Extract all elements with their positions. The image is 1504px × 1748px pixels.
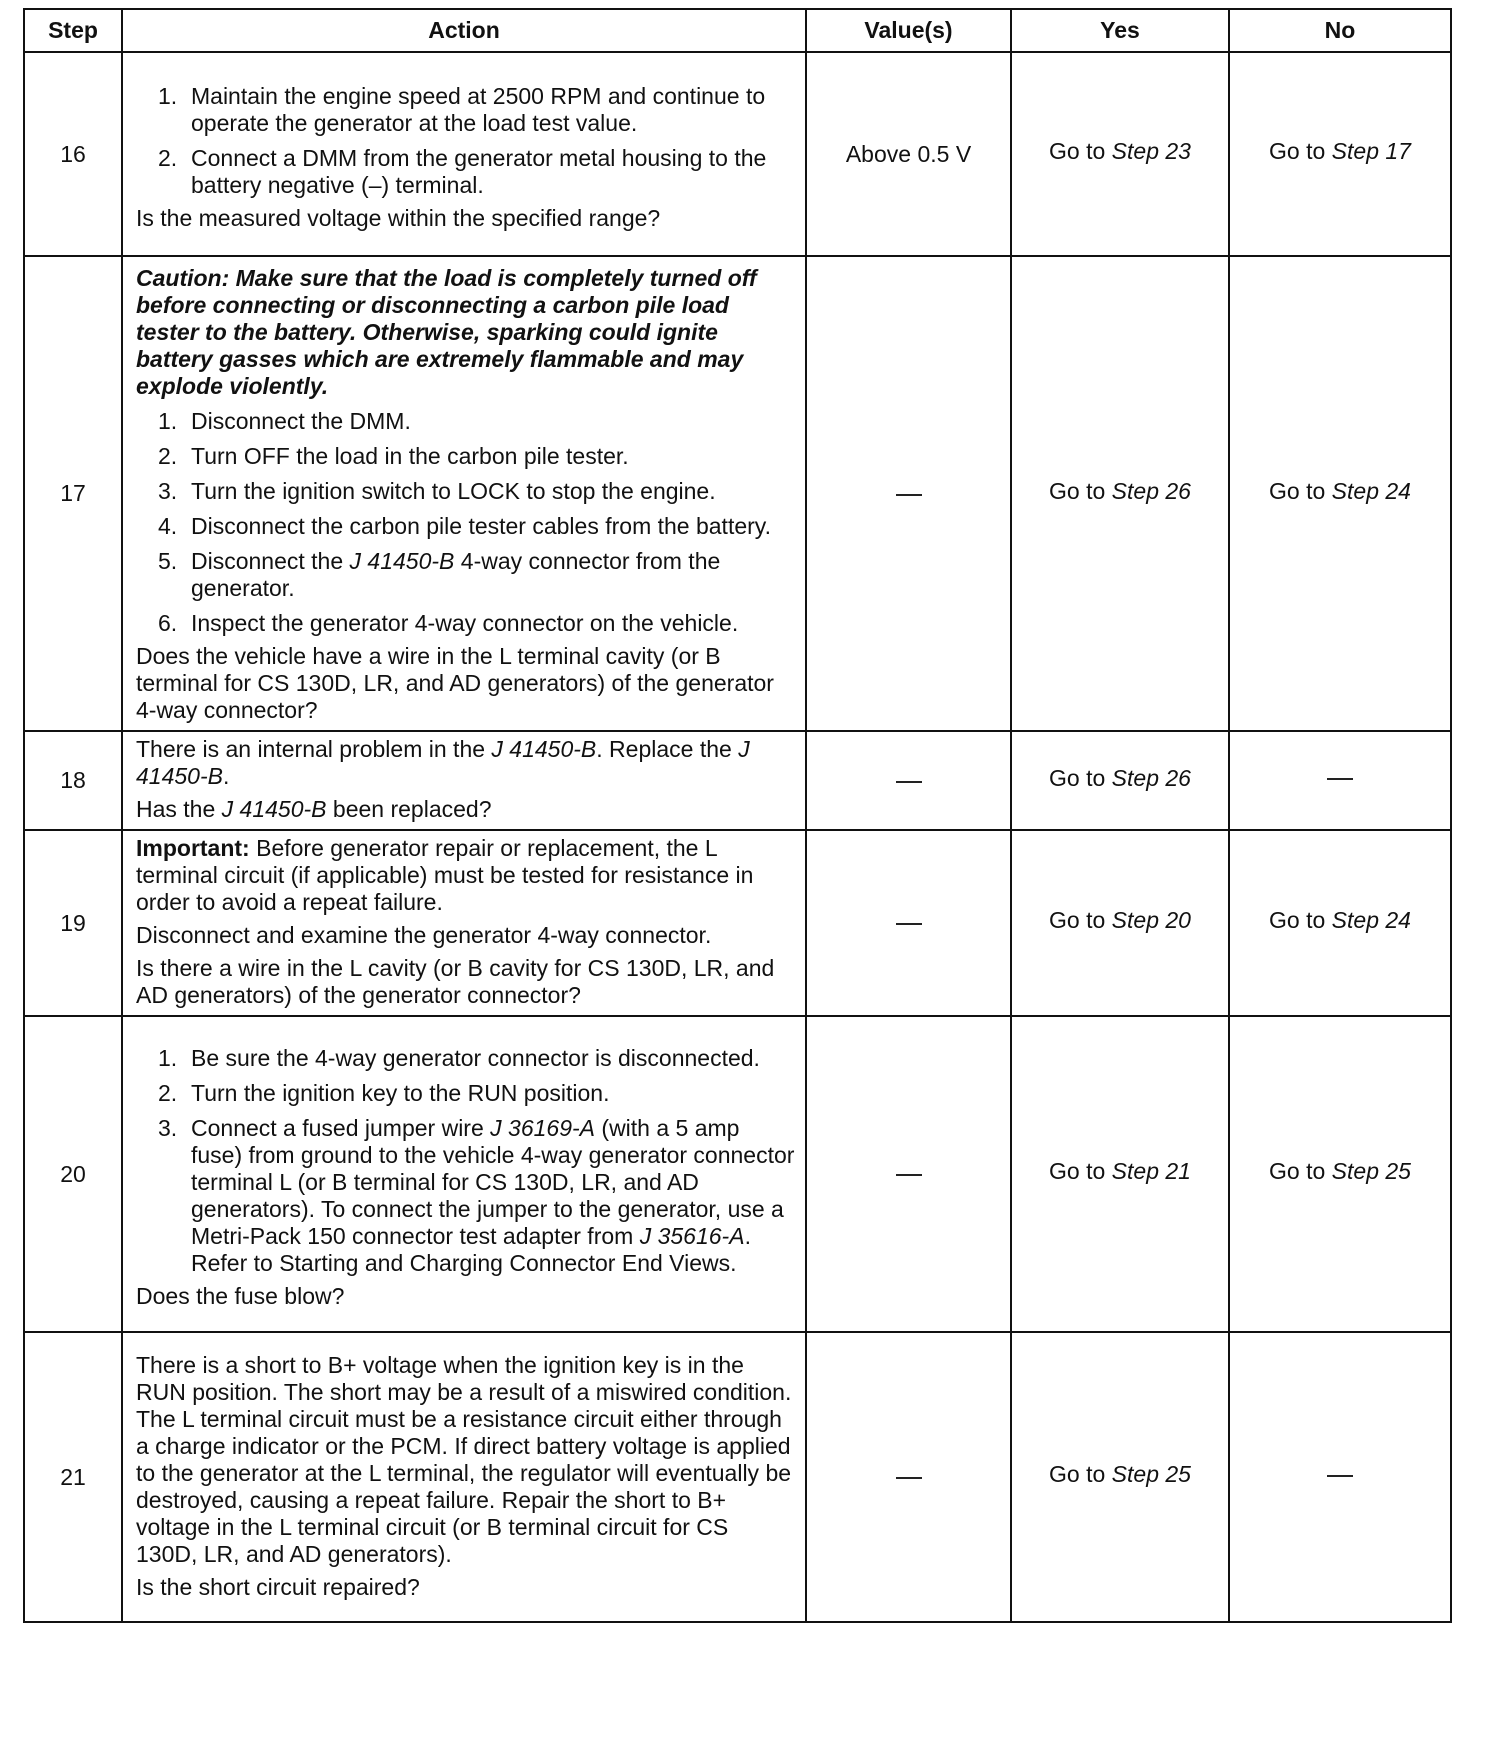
value-cell xyxy=(806,256,1011,731)
table-row-step-18 xyxy=(24,731,1451,830)
no-cell: Go to Step 25 xyxy=(1229,1016,1451,1332)
yes-step-link[interactable]: Step 21 xyxy=(1111,1158,1191,1184)
step-number: 17 xyxy=(24,256,122,731)
action-list xyxy=(136,83,795,199)
header-values: Value(s) xyxy=(806,9,1011,52)
list-item: 2. Connect a DMM from the generator metal housing to the battery negative (–) terminal. xyxy=(158,144,767,198)
yes-cell: Go to Step 26 xyxy=(1011,256,1229,731)
question-text: Is the measured voltage within the specified range? xyxy=(136,204,661,231)
dash-mark xyxy=(896,781,922,783)
yes-step-link[interactable]: Step 25 xyxy=(1111,1461,1191,1487)
tool-name: J 41450-B xyxy=(349,548,455,574)
table-row-step-17 xyxy=(24,256,1451,731)
action-list xyxy=(136,1045,795,1277)
list-item: 2. Turn OFF the load in the carbon pile tester. xyxy=(158,443,629,469)
question-text: Is there a wire in the L cavity (or B cavity for CS 130D, LR, and AD generators) of the generator connector? xyxy=(136,955,775,1008)
yes-cell: Go to Step 20 xyxy=(1011,830,1229,1016)
question-text: Is the short circuit repaired? xyxy=(136,1573,420,1600)
step-number: 20 xyxy=(24,1016,122,1332)
no-cell: Go to Step 24 xyxy=(1229,830,1451,1016)
action-cell xyxy=(122,1016,806,1332)
yes-cell: Go to Step 25 xyxy=(1011,1332,1229,1622)
dash-mark xyxy=(896,494,922,496)
header-no: No xyxy=(1229,9,1451,52)
no-cell: Go to Step 24 xyxy=(1229,256,1451,731)
table-row-step-20 xyxy=(24,1016,1451,1332)
value-cell xyxy=(806,731,1011,830)
yes-step-link[interactable]: Step 26 xyxy=(1111,764,1191,791)
table-row-step-16 xyxy=(24,52,1451,256)
important-note: Important: Before generator repair or replacement, the L terminal circuit (if applicable) must be tested for resistance in order to avoid a repeat failure. xyxy=(136,835,754,915)
dash-mark xyxy=(1327,778,1353,780)
list-item: 1. Disconnect the DMM. xyxy=(158,408,411,434)
action-text: There is an internal problem in the J 41450-B. Replace the J 41450-B. xyxy=(136,736,750,789)
header-step: Step xyxy=(24,9,122,52)
question-text: Does the fuse blow? xyxy=(136,1282,345,1309)
step-number: 19 xyxy=(24,830,122,1016)
list-item: 3. Connect a fused jumper wire J 36169-A (with a 5 amp fuse) from ground to the vehicle 4-way generator connector terminal L (or B terminal for CS 130D, LR, and AD generators). To connect the jumper to the generator, use a Metri-Pack 150 connector test adapter from J 35616-A. Refer to Starting and Charging Connector End Views. xyxy=(158,1114,795,1276)
header-yes: Yes xyxy=(1011,9,1229,52)
action-cell xyxy=(122,256,806,731)
question-text: Has the J 41450-B been replaced? xyxy=(136,796,492,822)
yes-step-link[interactable]: Step 23 xyxy=(1111,138,1191,164)
list-item: 6. Inspect the generator 4-way connector on the vehicle. xyxy=(158,610,739,636)
list-item: 1. Maintain the engine speed at 2500 RPM and continue to operate the generator at the load test value. xyxy=(158,82,766,136)
list-item: 3. Turn the ignition switch to LOCK to stop the engine. xyxy=(158,478,716,504)
no-cell xyxy=(1229,1332,1451,1622)
value-cell xyxy=(806,830,1011,1016)
yes-cell: Go to Step 21 xyxy=(1011,1016,1229,1332)
dash-mark xyxy=(1327,1475,1353,1477)
list-item: 2. Turn the ignition key to the RUN position. xyxy=(158,1079,610,1106)
header-action: Action xyxy=(122,9,806,52)
dash-mark xyxy=(896,923,922,925)
no-cell xyxy=(1229,731,1451,830)
action-cell xyxy=(122,52,806,256)
yes-cell: Go to Step 23 xyxy=(1011,52,1229,256)
list-item: 1. Be sure the 4-way generator connector is disconnected. xyxy=(158,1044,760,1071)
value-cell xyxy=(806,1332,1011,1622)
no-step-link[interactable]: Step 17 xyxy=(1331,138,1411,164)
table-header-row xyxy=(24,9,1451,52)
list-item: 5. Disconnect the J 41450-B 4-way connector from the generator. xyxy=(158,548,721,601)
step-number: 18 xyxy=(24,731,122,830)
action-cell xyxy=(122,731,806,830)
diagnostic-table-page xyxy=(23,8,1450,1623)
action-list xyxy=(136,408,795,637)
table-row-step-19 xyxy=(24,830,1451,1016)
value-cell: Above 0.5 V xyxy=(806,52,1011,256)
list-item: 4. Disconnect the carbon pile tester cables from the battery. xyxy=(158,513,771,539)
yes-cell: Go to Step 26 xyxy=(1011,731,1229,830)
dash-mark xyxy=(896,1174,922,1176)
no-step-link[interactable]: Step 25 xyxy=(1331,1158,1411,1184)
diagnostic-table xyxy=(23,8,1452,1623)
yes-step-link[interactable]: Step 20 xyxy=(1111,907,1191,933)
no-step-link[interactable]: Step 24 xyxy=(1331,907,1411,933)
action-cell xyxy=(122,830,806,1016)
dash-mark xyxy=(896,1477,922,1479)
action-text: There is a short to B+ voltage when the ignition key is in the RUN position. The short may be a result of a miswired condition. The L terminal circuit must be a resistance circuit either through a charge indicator or the PCM. If direct battery voltage is applied to the generator at the L terminal, the regulator will eventually be destroyed, causing a repeat failure. Repair the short to B+ voltage in the L terminal circuit (or B terminal circuit for CS 130D, LR, and AD generators). xyxy=(136,1351,792,1567)
step-number: 16 xyxy=(24,52,122,256)
question-text: Does the vehicle have a wire in the L terminal cavity (or B terminal for CS 130D, LR, and AD generators) of the generator 4-way connector? xyxy=(136,643,774,723)
value-cell xyxy=(806,1016,1011,1332)
no-cell: Go to Step 17 xyxy=(1229,52,1451,256)
action-cell xyxy=(122,1332,806,1622)
table-row-step-21 xyxy=(24,1332,1451,1622)
yes-step-link[interactable]: Step 26 xyxy=(1111,477,1191,504)
step-number: 21 xyxy=(24,1332,122,1622)
caution-text: Caution: Make sure that the load is completely turned off before connecting or disconnecting a carbon pile load tester to the battery. Otherwise, sparking could ignite battery gasses which are extremely flammable and may explode violently. xyxy=(136,265,757,399)
no-step-link[interactable]: Step 24 xyxy=(1331,477,1411,504)
action-text: Disconnect and examine the generator 4-way connector. xyxy=(136,922,712,948)
